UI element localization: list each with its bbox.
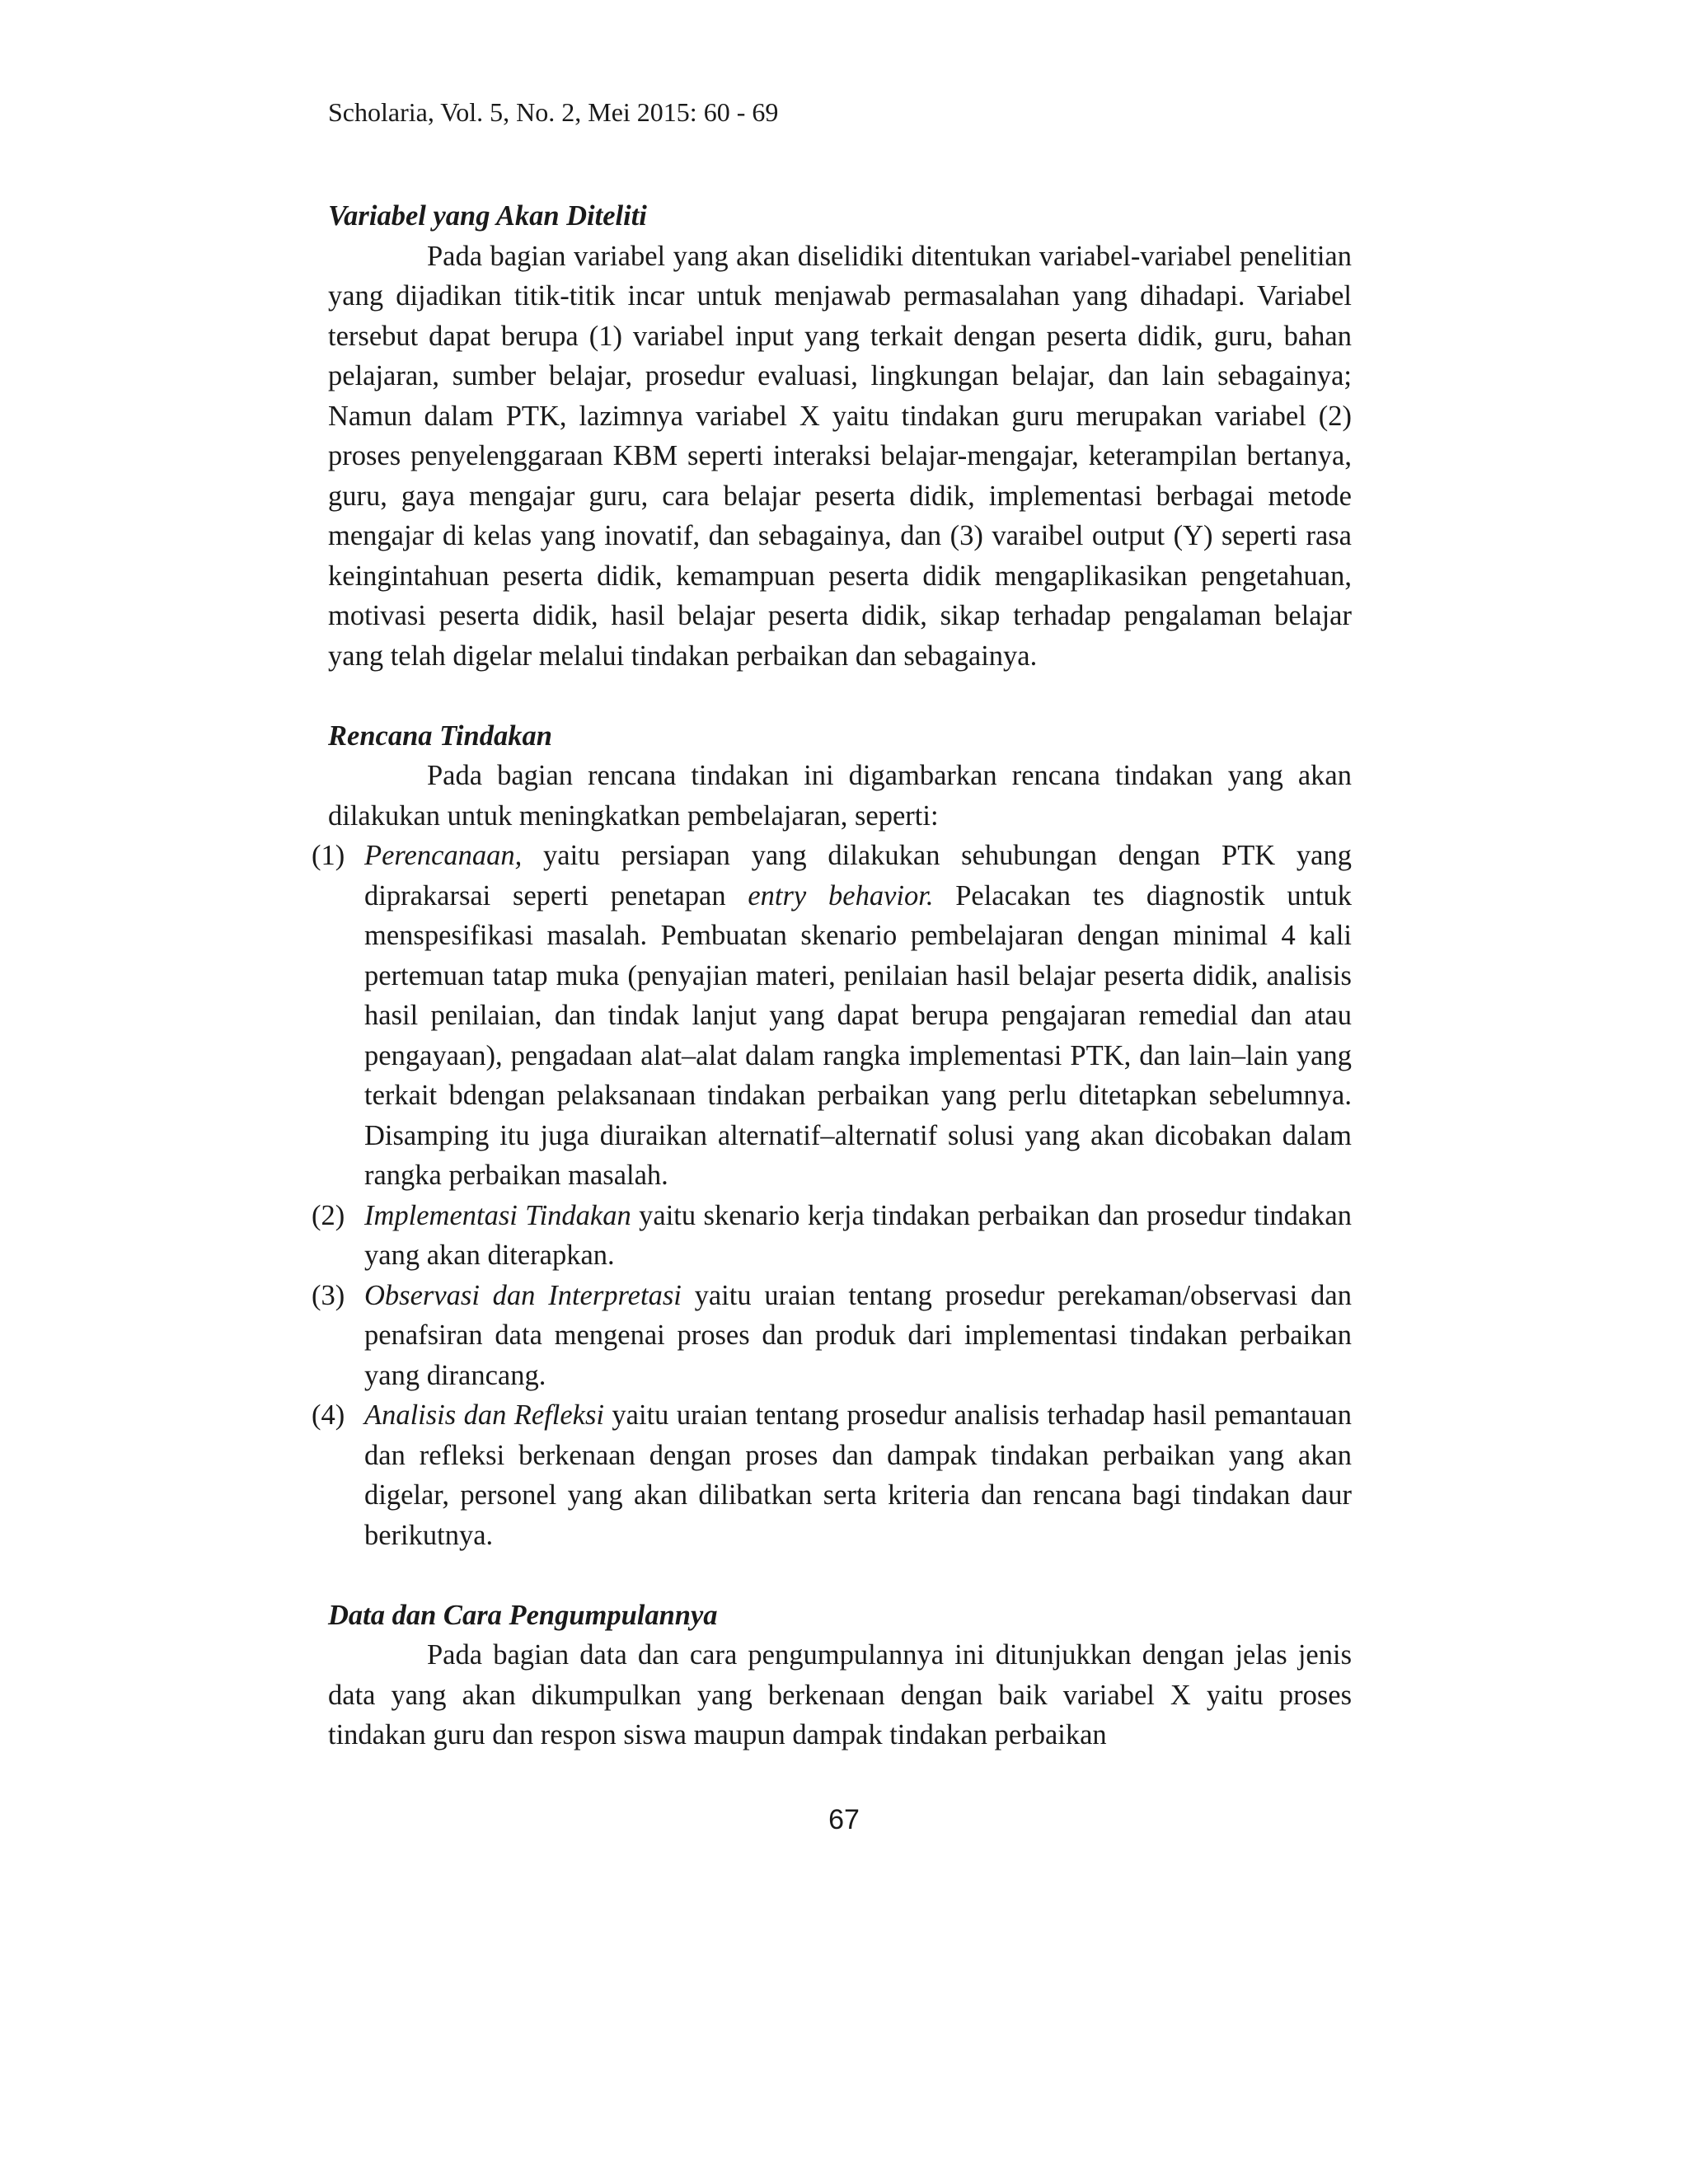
section-heading-rencana: Rencana Tindakan xyxy=(328,719,552,752)
list-item-perencanaan xyxy=(312,836,1352,1196)
list-item-observasi xyxy=(312,1276,1352,1396)
article-body xyxy=(312,196,1352,1755)
paragraph-rencana: Pada bagian rencana tindakan ini digambarkan rencana tindakan yang akan dilakukan untuk meningkatkan pembelajaran, seperti: xyxy=(328,760,1352,832)
list-number: (2) xyxy=(312,1199,345,1231)
list-number: (3) xyxy=(312,1279,345,1311)
section-rencana-tindakan xyxy=(312,716,1352,1556)
list-text: yaitu uraian tentang prosedur perekaman/observasi dan penafsiran data mengenai proses dan produk dari implementasi tindakan perbaikan yang dirancang. xyxy=(364,1279,1352,1391)
running-header: Scholaria, Vol. 5, No. 2, Mei 2015: 60 - 69 xyxy=(328,97,779,127)
list-text: yaitu skenario kerja tindakan perbaikan dan prosedur tindakan yang akan diterapkan. xyxy=(364,1199,1352,1271)
list-item-implementasi xyxy=(312,1196,1352,1276)
section-data-pengumpulan xyxy=(328,1596,1352,1755)
action-plan-list xyxy=(312,836,1352,1555)
section-heading-variabel: Variabel yang Akan Diteliti xyxy=(328,200,647,232)
list-term: Perencanaan, xyxy=(364,840,523,871)
list-number: (4) xyxy=(312,1399,345,1431)
list-emphasis: entry behavior. xyxy=(748,879,934,912)
list-term: Implementasi Tindakan xyxy=(364,1199,631,1231)
section-heading-data: Data dan Cara Pengumpulannya xyxy=(328,1599,718,1631)
paragraph-data: Pada bagian data dan cara pengumpulannya ini ditunjukkan dengan jelas jenis data yang akan dikumpulkan yang berkenaan dengan baik variabel X yaitu proses tindakan guru dan respon siswa maupun dampak tindakan perbaikan xyxy=(328,1639,1352,1750)
page-number: 67 xyxy=(828,1804,860,1835)
section-variabel xyxy=(328,196,1352,676)
list-text: Pelacakan tes diagnostik untuk menspesifikasi masalah. Pembuatan skenario pembelajaran dengan minimal 4 kali pertemuan tatap muka (penyajian materi, penilaian hasil belajar peserta didik, analisis hasil penilaian, dan tindak lanjut yang dapat berupa pengajaran remedial dan atau pengayaan), pengadaan alat–alat dalam rangka implementasi PTK, dan lain–lain yang terkait bdengan pelaksanaan tindakan perbaikan yang perlu ditetapkan sebelumnya. Disamping itu juga diuraikan alternatif–alternatif solusi yang akan dicobakan dalam rangka perbaikan masalah. xyxy=(364,879,1352,1191)
list-term: Observasi dan Interpretasi xyxy=(364,1279,682,1311)
list-term: Analisis dan Refleksi xyxy=(364,1399,604,1431)
paragraph-variabel: Pada bagian variabel yang akan diselidiki ditentukan variabel-variabel penelitian yang dijadikan titik-titik incar untuk menjawab permasalahan yang dihadapi. Variabel tersebut dapat berupa (1) variabel input yang terkait dengan peserta didik, guru, bahan pelajaran, sumber belajar, prosedur evaluasi, lingkungan belajar, dan lain sebagainya; Namun dalam PTK, lazimnya variabel X yaitu tindakan guru merupakan variabel (2) proses penyelenggaraan KBM seperti interaksi belajar-mengajar, keterampilan bertanya, guru, gaya mengajar guru, cara belajar peserta didik, implementasi berbagai metode mengajar di kelas yang inovatif, dan sebagainya, dan (3) varaibel output (Y) seperti rasa keingintahuan peserta didik, kemampuan peserta didik mengaplikasikan pengetahuan, motivasi peserta didik, hasil belajar peserta didik, sikap terhadap pengalaman belajar yang telah digelar melalui tindakan perbaikan dan sebagainya. xyxy=(328,240,1352,672)
list-text: yaitu persiapan yang dilakukan sehubungan dengan PTK yang diprakarsai seperti penetapan xyxy=(364,840,1352,912)
list-number: (1) xyxy=(312,840,345,871)
list-item-analisis xyxy=(312,1395,1352,1555)
list-text: yaitu uraian tentang prosedur analisis terhadap hasil pemantauan dan refleksi berkenaan dengan proses dan dampak tindakan perbaikan yang akan digelar, personel yang akan dilibatkan serta kriteria dan rencana bagi tindakan daur berikutnya. xyxy=(364,1399,1352,1551)
